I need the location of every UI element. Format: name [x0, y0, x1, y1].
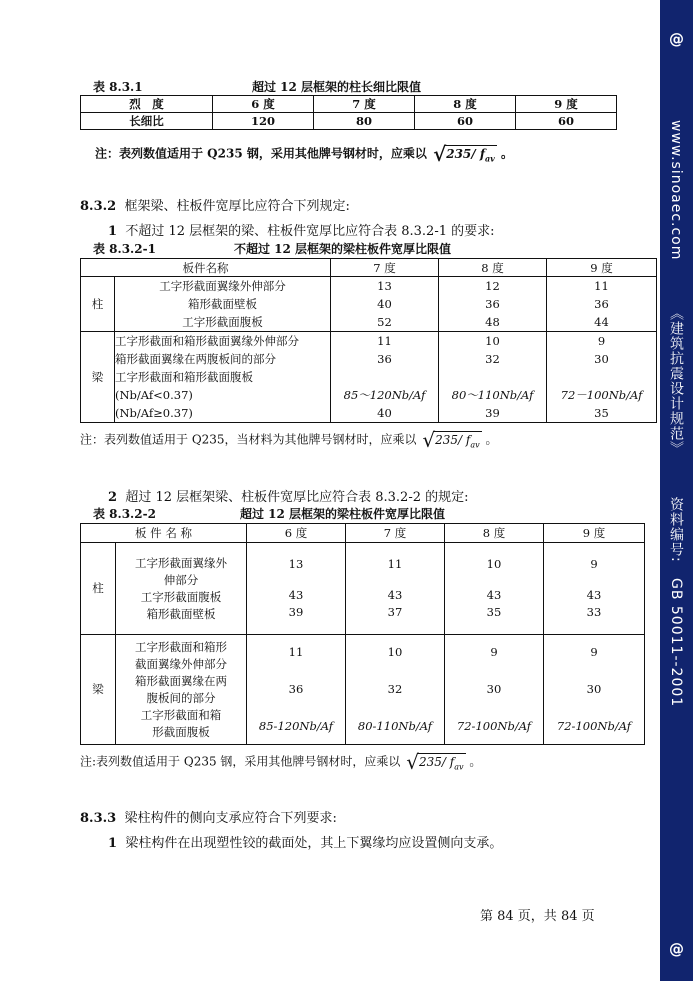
table3-value: 85-120Nb/Af — [258, 719, 334, 733]
table2-values — [439, 277, 547, 332]
table3-value: 10 — [486, 557, 502, 571]
table2-note — [80, 430, 497, 450]
table2-value: 72－100Nb/Af — [560, 388, 643, 402]
table2-value: 40 — [377, 406, 392, 420]
table1-cell: 60 — [415, 113, 516, 130]
table2-name: 工字形截面和箱形截面翼缘外伸部分 — [115, 334, 299, 348]
table1-header-cell: 烈 度 — [81, 96, 213, 113]
table2-value: 36 — [377, 352, 392, 366]
table1-cell: 60 — [516, 113, 617, 130]
table2-note-text: 注：表列数值适用于 Q235，当材料为其他牌号钢材时，应乘以 — [80, 432, 417, 447]
table2-value: 44 — [594, 315, 609, 329]
table2-value: 11 — [594, 279, 609, 293]
table2-values — [331, 332, 439, 423]
table3-values — [247, 635, 346, 745]
table3-column-group — [81, 543, 645, 635]
table1-cell: 80 — [314, 113, 415, 130]
table1-note-end: 。 — [501, 146, 514, 161]
table1-header-cell: 9 度 — [516, 96, 617, 113]
table2-value: 32 — [485, 352, 500, 366]
table1-header-cell: 8 度 — [415, 96, 516, 113]
table2-header-cell: 板件名称 — [81, 259, 331, 277]
item2 — [108, 486, 469, 505]
table3-note-end: 。 — [469, 754, 482, 769]
item-text: 不超过 12 层框架的梁、柱板件宽厚比应符合表 8.3.2-1 的要求: — [125, 224, 495, 239]
item-number: 1 — [108, 224, 118, 239]
table2-value: 36 — [485, 297, 500, 311]
section-833-item1 — [108, 832, 502, 851]
section-text: 框架梁、柱板件宽厚比应符合下列规定: — [124, 199, 350, 214]
table2-column-group — [81, 277, 657, 332]
table2-value — [439, 368, 546, 386]
table1-title: 超过 12 层框架的柱长细比限值 — [252, 80, 422, 94]
item-number: 2 — [108, 490, 118, 505]
item-text: 超过 12 层框架梁、柱板件宽厚比应符合表 8.3.2-2 的规定: — [125, 490, 469, 505]
table2-value: 40 — [377, 297, 392, 311]
table3-value: 43 — [586, 588, 602, 602]
table3-header-cell: 9 度 — [544, 524, 645, 543]
section-832 — [80, 195, 350, 214]
section-text: 梁柱构件的侧向支承应符合下列要求: — [124, 811, 337, 826]
page-number: 第 84 页，共 84 页 — [480, 909, 595, 924]
table3-name: 箱形截面壁板 — [146, 606, 216, 621]
table3-name: 工字形截面和箱形截面腹板 — [140, 707, 222, 739]
table3-values — [445, 543, 544, 635]
table3-group-label: 柱 — [81, 543, 116, 635]
table1-header-row — [81, 96, 617, 113]
table3-value: 11 — [288, 645, 304, 659]
table3-value: 32 — [387, 682, 403, 696]
table3-value: 37 — [387, 605, 403, 619]
table3-group-label: 梁 — [81, 635, 116, 745]
table2-value: 39 — [485, 406, 500, 420]
table1-cell: 120 — [213, 113, 314, 130]
table2-name: 工字形截面和箱形截面腹板 — [115, 370, 253, 384]
table3-value: 43 — [288, 588, 304, 602]
table3-values — [544, 543, 645, 635]
table3 — [80, 523, 645, 745]
table2-name: 箱形截面翼缘在两腹板间的部分 — [115, 352, 276, 366]
sidebar — [660, 0, 693, 981]
table3-value: 9 — [590, 557, 598, 571]
sidebar-text — [662, 120, 690, 920]
table2-header-row — [81, 259, 657, 277]
table2-value: 12 — [485, 279, 500, 293]
table3-value: 43 — [387, 588, 403, 602]
table2-name: 工字形截面腹板 — [182, 315, 263, 329]
table3-value: 80-110Nb/Af — [357, 719, 433, 733]
table2-values — [547, 332, 657, 423]
table3-header-cell: 8 度 — [445, 524, 544, 543]
table3-header-cell: 6 度 — [247, 524, 346, 543]
table2-names — [115, 277, 331, 332]
table3-value: 11 — [387, 557, 403, 571]
table1-note — [95, 144, 513, 164]
table3-value: 10 — [387, 645, 403, 659]
table3-value: 43 — [486, 588, 502, 602]
radical-content: 235/ f — [435, 432, 471, 447]
table2-value: 80～110Nb/Af — [451, 388, 534, 402]
table3-value: 35 — [486, 605, 502, 619]
radical-subscript: av — [454, 762, 464, 772]
table1-header-cell: 6 度 — [213, 96, 314, 113]
sqrt-formula: √235/ $f_{av}$ — [422, 428, 480, 452]
table2-value — [331, 368, 438, 386]
table3-name: 箱形截面翼缘在两腹板间的部分 — [135, 673, 227, 705]
item-text: 梁柱构件在出现塑性铰的截面处，其上下翼缘均应设置侧向支承。 — [125, 836, 503, 851]
table2-header-cell: 9 度 — [547, 259, 657, 277]
table3-name: 工字形截面腹板 — [140, 589, 222, 604]
sqrt-formula: √235/ $f_{av}$ — [433, 142, 495, 166]
table2-names — [115, 332, 331, 423]
table2-value: 30 — [594, 352, 609, 366]
table2-values — [331, 277, 439, 332]
table1 — [80, 95, 617, 130]
sidebar-url: www.sinoaec.com — [668, 120, 684, 261]
section-832-item1 — [108, 220, 495, 239]
table2-value: 13 — [377, 279, 392, 293]
table3-value: 9 — [590, 645, 598, 659]
table2-value: 36 — [594, 297, 609, 311]
table2-name: 工字形截面翼缘外伸部分 — [159, 279, 286, 293]
table2-value: 48 — [485, 315, 500, 329]
sidebar-code-value: GB 50011--2001 — [668, 578, 684, 708]
table2-beam-group — [81, 332, 657, 423]
table2-value: 85～120Nb/Af — [343, 388, 426, 402]
table2-name: (Nb/Af<0.37) — [115, 388, 193, 402]
table3-values — [346, 543, 445, 635]
sidebar-top-symbol: @ — [669, 30, 684, 48]
table2-values — [439, 332, 547, 423]
table2-value: 52 — [377, 315, 392, 329]
table3-value: 30 — [486, 682, 502, 696]
table2-header-cell: 7 度 — [331, 259, 439, 277]
section-number: 8.3.2 — [80, 199, 117, 214]
table2-note-end: 。 — [485, 432, 498, 447]
table3-values — [544, 635, 645, 745]
table2-value — [547, 368, 656, 386]
sidebar-code-label: 资料编号: — [668, 497, 684, 564]
table3-values — [346, 635, 445, 745]
table2-values — [547, 277, 657, 332]
table3-value: 39 — [288, 605, 304, 619]
radical-content: 235/ f — [446, 146, 485, 161]
table3-number: 表 8.3.2-2 — [93, 507, 156, 521]
table1-header-cell: 7 度 — [314, 96, 415, 113]
table3-title: 超过 12 层框架的梁柱板件宽厚比限值 — [240, 507, 446, 521]
table2 — [80, 258, 657, 423]
table2-value: 11 — [377, 334, 392, 348]
table3-name: 工字形截面翼缘外伸部分 — [135, 555, 227, 587]
table3-beam-group — [81, 635, 645, 745]
section-833 — [80, 807, 337, 826]
table3-note — [80, 752, 481, 772]
table2-value: 9 — [597, 334, 606, 348]
sidebar-bottom-symbol: @ — [669, 940, 684, 958]
table2-number: 表 8.3.2-1 — [93, 242, 156, 256]
table3-value: 30 — [586, 682, 602, 696]
table1-row — [81, 113, 617, 130]
table2-name: 箱形截面壁板 — [188, 297, 257, 311]
table3-value: 33 — [586, 605, 602, 619]
table2-name: (Nb/Af≥0.37) — [115, 406, 193, 420]
table3-values — [445, 635, 544, 745]
table3-value: 36 — [288, 682, 304, 696]
table2-header-cell: 8 度 — [439, 259, 547, 277]
table2-value: 35 — [594, 406, 609, 420]
table3-note-text: 注:表列数值适用于 Q235 钢，采用其他牌号钢材时，应乘以 — [80, 754, 401, 769]
sidebar-book: 《建筑抗震设计规范》 — [668, 305, 684, 456]
table3-names — [116, 635, 247, 745]
table3-name: 工字形截面和箱形截面翼缘外伸部分 — [135, 639, 227, 671]
sqrt-formula: √235/ $f_{av}$ — [406, 750, 464, 774]
table2-group-label: 柱 — [81, 277, 115, 332]
radical-content: 235/ f — [419, 754, 455, 769]
table2-group-label: 梁 — [81, 332, 115, 423]
table3-value: 13 — [288, 557, 304, 571]
table3-names — [116, 543, 247, 635]
radical-subscript: av — [485, 153, 495, 164]
table3-header-cell: 7 度 — [346, 524, 445, 543]
table3-value: 72-100Nb/Af — [456, 719, 532, 733]
table3-values — [247, 543, 346, 635]
table3-value: 72-100Nb/Af — [556, 719, 632, 733]
table1-number: 表 8.3.1 — [93, 80, 143, 94]
radical-subscript: av — [470, 440, 480, 450]
section-number: 8.3.3 — [80, 811, 117, 826]
table3-header-row — [81, 524, 645, 543]
table2-title: 不超过 12 层框架的梁柱板件宽厚比限值 — [234, 242, 452, 256]
table2-value: 10 — [485, 334, 500, 348]
table3-value: 9 — [490, 645, 498, 659]
item-number: 1 — [108, 836, 118, 851]
table1-cell: 长细比 — [81, 113, 213, 130]
table3-header-cell: 板 件 名 称 — [81, 524, 247, 543]
table1-note-text: 注：表列数值适用于 Q235 钢，采用其他牌号钢材时，应乘以 — [95, 146, 427, 161]
